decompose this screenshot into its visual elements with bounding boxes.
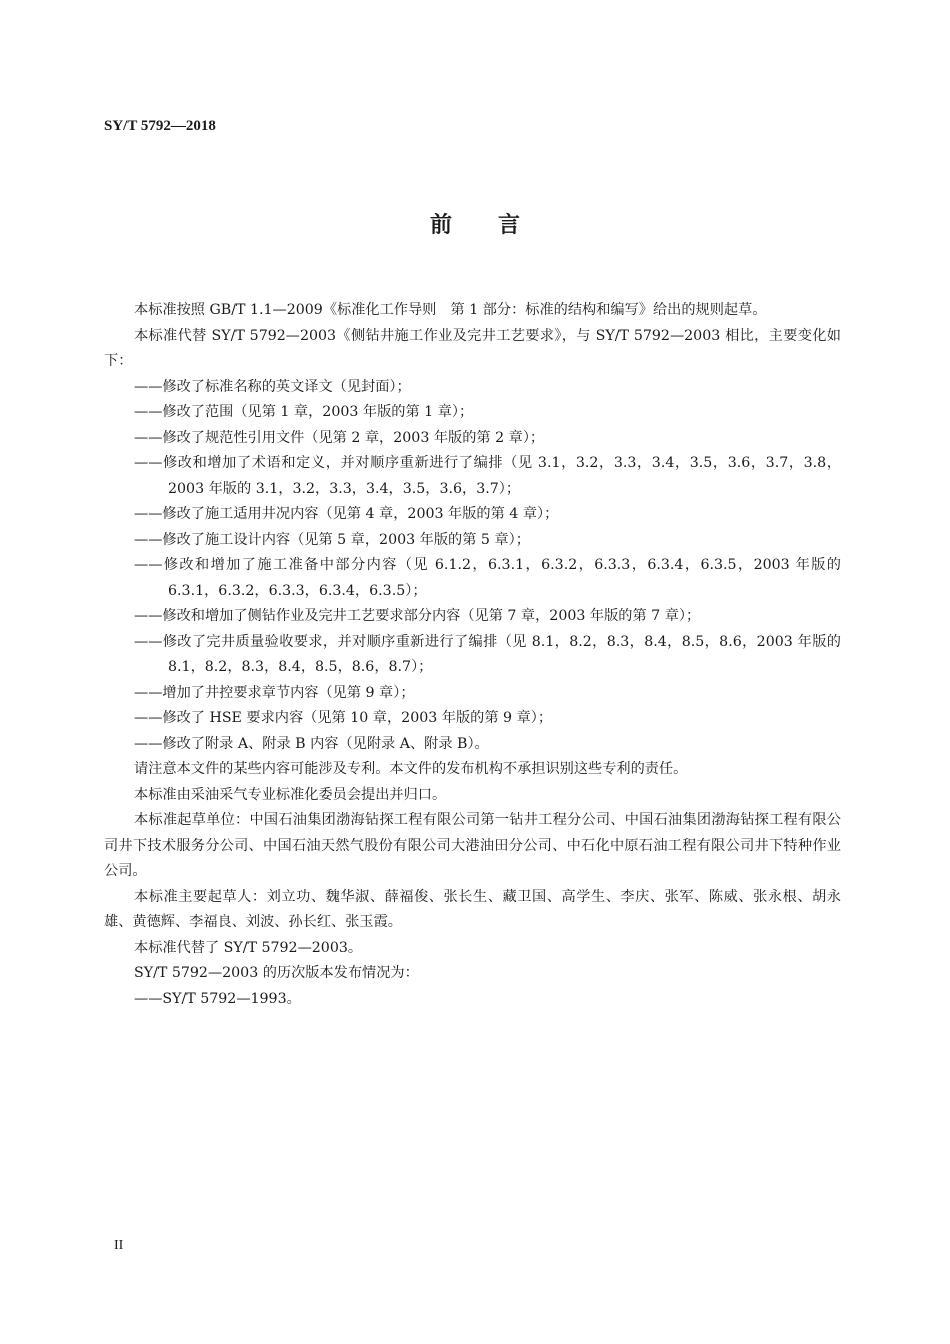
list-item: ——修改了标准名称的英文译文（见封面）； (134, 378, 411, 395)
paragraph: 本标准代替了 SY/T 5792—2003。 (134, 939, 363, 956)
page-number: II (114, 1238, 124, 1253)
page-title: 前言 (429, 213, 566, 238)
paragraph: 本标准按照 GB/T 1.1—2009《标准化工作导则 第 1 部分：标准的结构和编写》给出的规则起草。 (134, 302, 767, 318)
list-item: ——修改了 HSE 要求内容（见第 10 章，2003 年版的第 9 章）； (134, 710, 553, 726)
paragraph: SY/T 5792—2003 的历次版本发布情况为： (134, 965, 419, 981)
paragraph: 本标准代替 SY/T 5792—2003《侧钻井施工作业及完井工艺要求》，与 SY/T 5792—2003 相比，主要变化如下： (104, 327, 841, 369)
foreword-body (104, 298, 841, 1012)
paragraph: 请注意本文件的某些内容可能涉及专利。本文件的发布机构不承担识别这些专利的责任。 (134, 761, 688, 777)
list-item: ——修改和增加了术语和定义，并对顺序重新进行了编排（见 3.1，3.2，3.3，3.4，3.5，3.6，3.7，3.8，2003 年版的 3.1，3.2，3.3，3.4，3.5，3.6，3.7）； (134, 455, 841, 497)
paragraph: 本标准主要起草人：刘立功、魏华淑、薛福俊、张长生、藏卫国、高学生、李庆、张军、陈威、张永根、胡永雄、黄德辉、李福良、刘波、孙长红、张玉霞。 (104, 888, 841, 930)
paragraph: 本标准由采油采气专业标准化委员会提出并归口。 (134, 786, 447, 803)
list-item: ——修改了规范性引用文件（见第 2 章，2003 年版的第 2 章）； (134, 429, 545, 446)
list-item: ——修改和增加了侧钻作业及完井工艺要求部分内容（见第 7 章，2003 年版的第 7 章）； (134, 608, 701, 624)
list-item: ——修改了范围（见第 1 章，2003 年版的第 1 章）； (134, 404, 474, 420)
list-item: ——修改了施工适用井况内容（见第 4 章，2003 年版的第 4 章）； (134, 506, 559, 522)
list-item: ——修改了附录 A、附录 B 内容（见附录 A、附录 B）。 (134, 735, 489, 752)
paragraph: 本标准起草单位：中国石油集团渤海钻探工程有限公司第一钻井工程分公司、中国石油集团渤海钻探工程有限公司井下技术服务分公司、中国石油天然气股份有限公司大港油田分公司、中石化中原石油工程有限公司井下特种作业公司。 (104, 812, 841, 879)
list-item: ——修改了完井质量验收要求，并对顺序重新进行了编排（见 8.1，8.2，8.3，8.4，8.5，8.6，2003 年版的 8.1，8.2，8.3，8.4，8.5，8.6，8.7）； (134, 633, 841, 675)
list-item: ——增加了井控要求章节内容（见第 9 章）； (134, 684, 415, 701)
list-item: ——SY/T 5792—1993。 (134, 990, 301, 1007)
standard-code: SY/T 5792—2018 (104, 118, 216, 134)
list-item: ——修改了施工设计内容（见第 5 章，2003 年版的第 5 章）； (134, 531, 530, 548)
list-item: ——修改和增加了施工准备中部分内容（见 6.1.2，6.3.1，6.3.2，6.3.3，6.3.4，6.3.5，2003 年版的 6.3.1，6.3.2，6.3.3，6.3.4，6.3.5）； (134, 557, 841, 599)
